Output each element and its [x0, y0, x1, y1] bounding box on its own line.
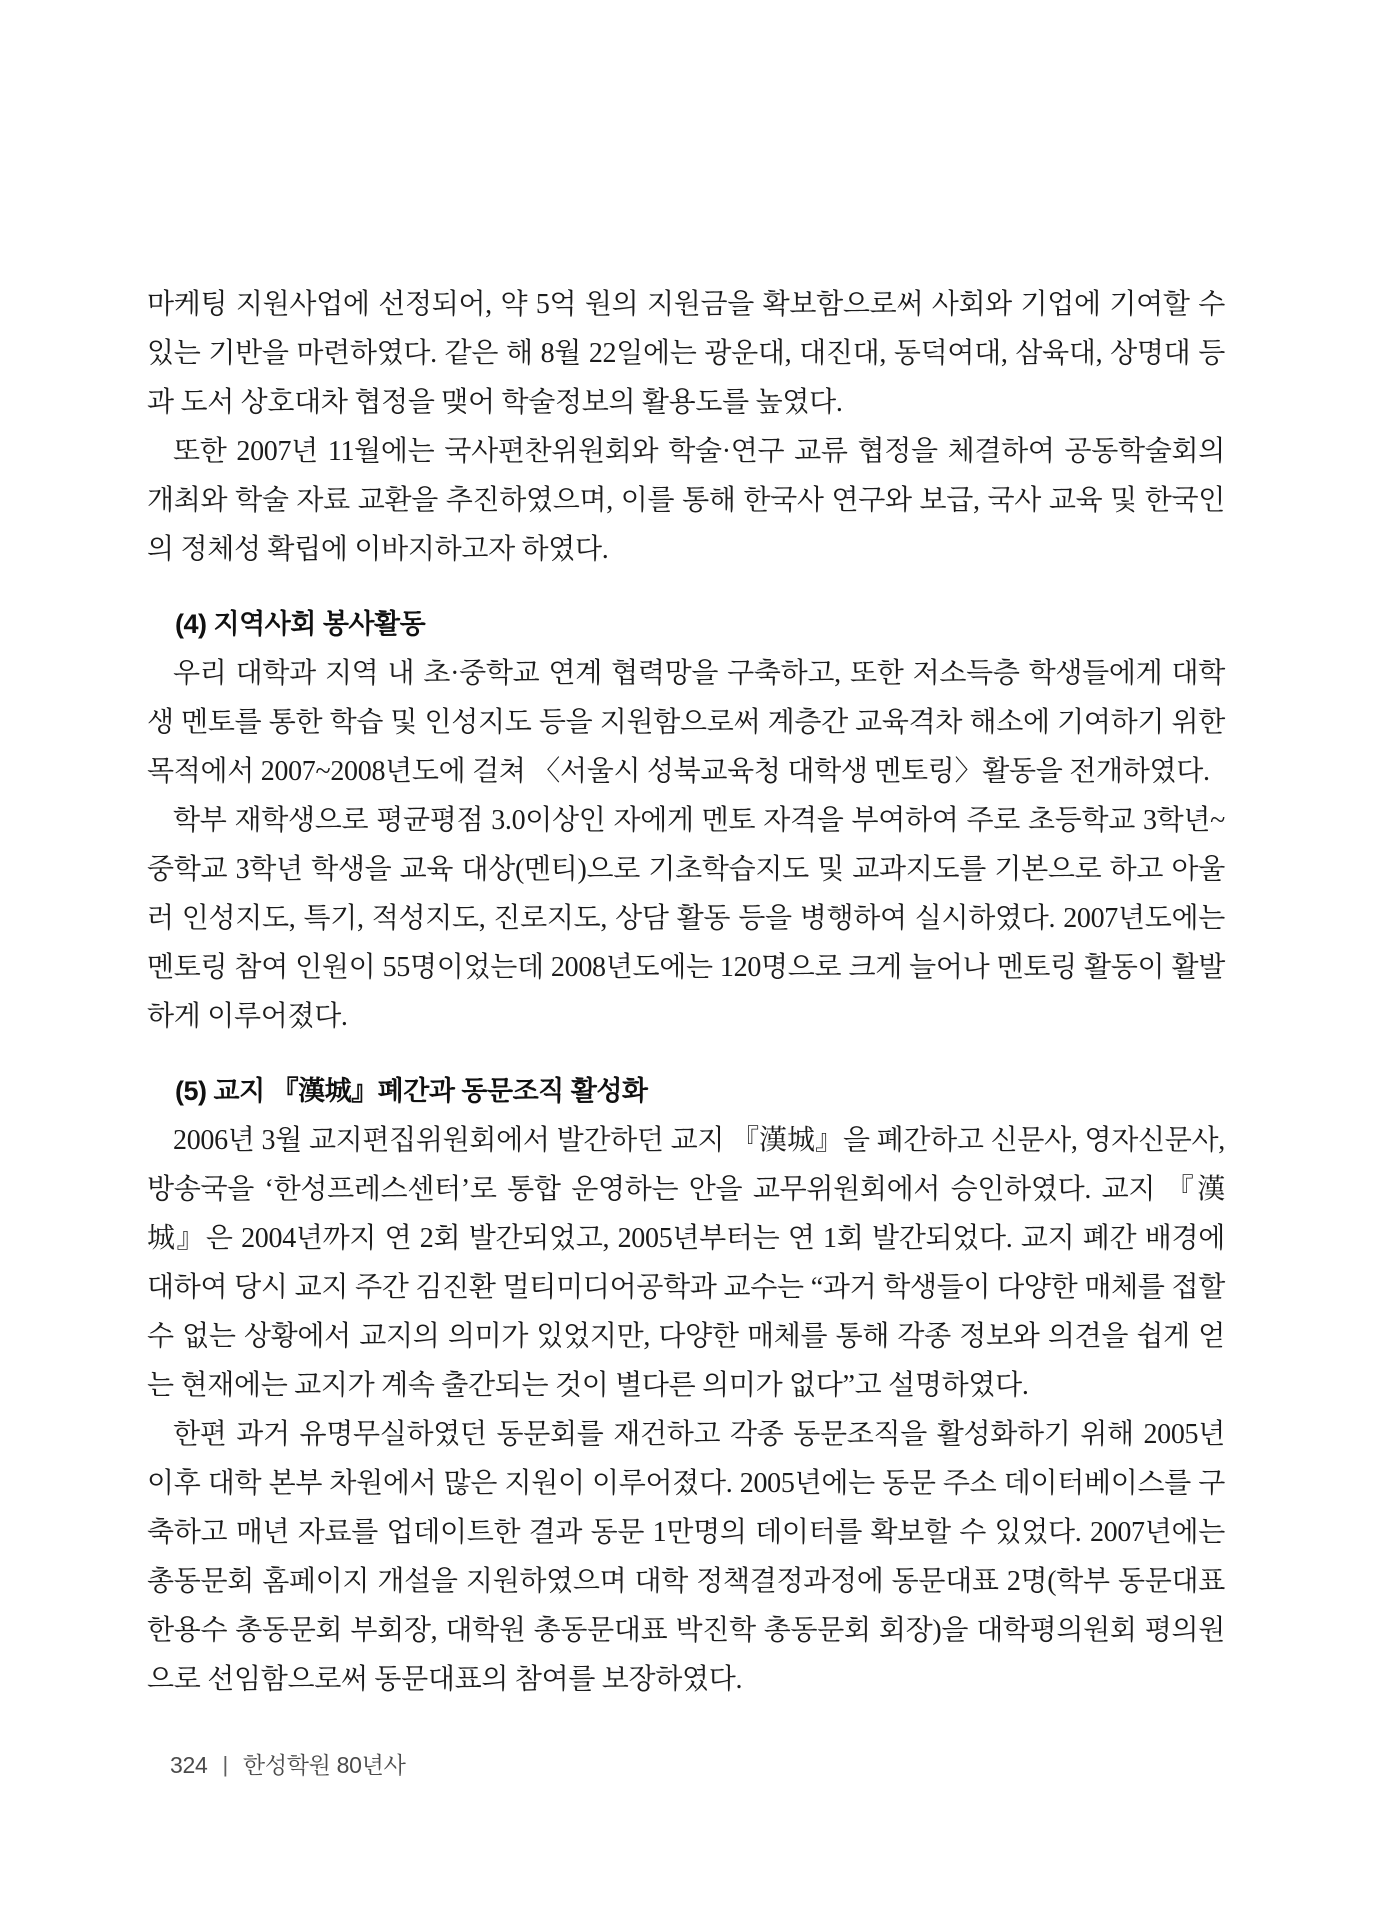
paragraph-alumni-organization: 한편 과거 유명무실하였던 동문회를 재건하고 각종 동문조직을 활성화하기 위해 2005년 이후 대학 본부 차원에서 많은 지원이 이루어졌다. 2005년에는 동문 주소 데이터베이스를 구축하고 매년 자료를 업데이트한 결과 동문 1만명의 데이터를 확보할 수 있었다. 2007년에는 총동문회 홈페이지 개설을 지원하였으며 대학 정책결정과정에 동문대표 2명(학부 동문대표 한용수 총동문회 부회장, 대학원 총동문대표 박진학 총동문회 회장)을 대학평의원회 평의원으로 선임함으로써 동문대표의 참여를 보장하였다. [147, 1419, 1225, 1695]
paragraph-mentoring-results: 학부 재학생으로 평균평점 3.0이상인 자에게 멘토 자격을 부여하여 주로 초등학교 3학년~중학교 3학년 학생을 교육 대상(멘티)으로 기초학습지도 및 교과지도를 기본으로 하고 아울러 인성지도, 특기, 적성지도, 진로지도, 상담 활동 등을 병행하여 실시하였다. 2007년도에는 멘토링 참여 인원이 55명이었는데 2008년도에는 120명으로 크게 늘어나 멘토링 활동이 활발하게 이루어졌다. [147, 805, 1225, 1032]
paragraph-magazine-discontinuation: 2006년 3월 교지편집위원회에서 발간하던 교지 『漢城』을 폐간하고 신문사, 영자신문사, 방송국을 ‘한성프레스센터’로 통합 운영하는 안을 교무위원회에서 승인하였다. 교지 『漢城』은 2004년까지 연 2회 발간되었고, 2005년부터는 연 1회 발간되었다. 교지 폐간 배경에 대하여 당시 교지 주간 김진환 멀티미디어공학과 교수는 “과거 학생들이 다양한 매체를 접할 수 없는 상황에서 교지의 의미가 있었지만, 다양한 매체를 통해 각종 정보와 의견을 쉽게 얻는 현재에는 교지가 계속 출간되는 것이 별다른 의미가 없다”고 설명하였다. [147, 1125, 1225, 1401]
paragraph-research-exchange: 또한 2007년 11월에는 국사편찬위원회와 학술·연구 교류 협정을 체결하여 공동학술회의 개최와 학술 자료 교환을 추진하였으며, 이를 통해 한국사 연구와 보급, 국사 교육 및 한국인의 정체성 확립에 이바지하고자 하였다. [147, 436, 1225, 565]
page-body [147, 280, 1225, 1704]
paragraph-mentoring-program: 우리 대학과 지역 내 초·중학교 연계 협력망을 구축하고, 또한 저소득층 학생들에게 대학생 멘토를 통한 학습 및 인성지도 등을 지원함으로써 계층간 교육격차 해소에 기여하기 위한 목적에서 2007~2008년도에 걸쳐 〈서울시 성북교육청 대학생 멘토링〉활동을 전개하였다. [147, 658, 1225, 787]
page-footer [170, 1749, 406, 1781]
page-number: 324 [170, 1752, 208, 1778]
footer-separator: | [222, 1752, 228, 1777]
section-heading-magazine-alumni: (5) 교지 『漢城』폐간과 동문조직 활성화 [175, 1076, 648, 1106]
book-title: 한성학원 80년사 [242, 1752, 406, 1778]
section-heading-community-service: (4) 지역사회 봉사활동 [175, 609, 426, 639]
paragraph-marketing-support: 마케팅 지원사업에 선정되어, 약 5억 원의 지원금을 확보함으로써 사회와 기업에 기여할 수 있는 기반을 마련하였다. 같은 해 8월 22일에는 광운대, 대진대, 동덕여대, 삼육대, 상명대 등과 도서 상호대차 협정을 맺어 학술정보의 활용도를 높였다. [147, 289, 1225, 418]
